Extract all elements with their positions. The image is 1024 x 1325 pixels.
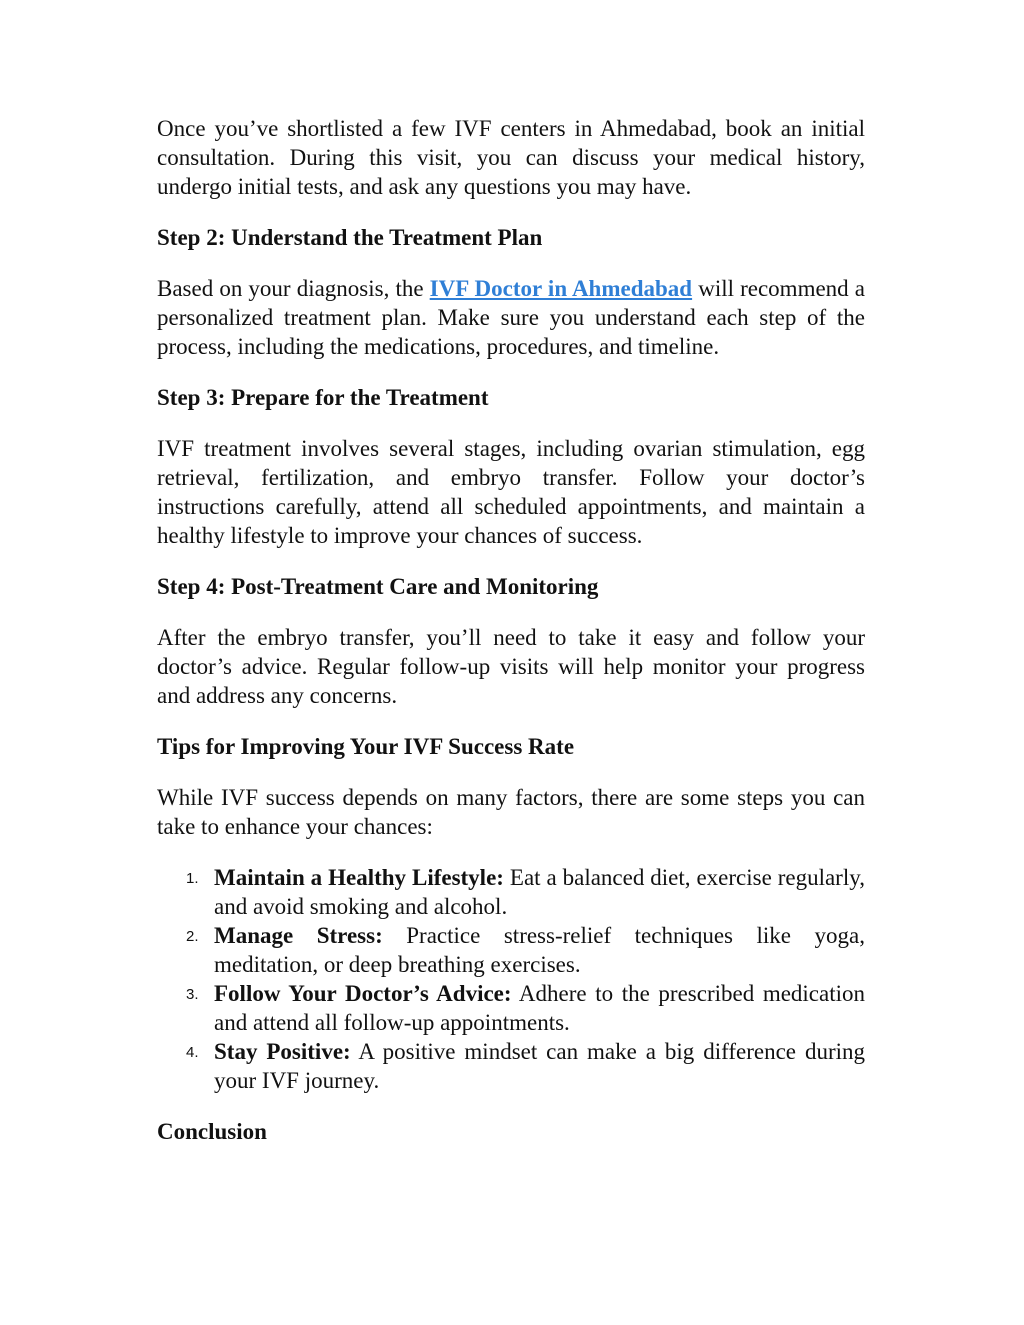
list-item-title: Manage Stress: — [214, 923, 383, 948]
ivf-doctor-ahmedabad-link[interactable]: IVF Doctor in Ahmedabad — [429, 276, 693, 301]
list-item-number: 1. — [186, 870, 199, 887]
tips-intro-paragraph: While IVF success depends on many factors, there are some steps you can take to enhance your chances: — [157, 785, 865, 839]
step4-heading: Step 4: Post-Treatment Care and Monitoring — [157, 574, 599, 599]
list-item — [157, 1037, 865, 1095]
intro-paragraph: Once you’ve shortlisted a few IVF centers in Ahmedabad, book an initial consultation. During this visit, you can discuss your medical history, undergo initial tests, and ask any questions you may have. — [157, 116, 865, 199]
list-item-text: Eat a balanced diet, exercise regularly, and avoid smoking and alcohol. — [214, 865, 865, 919]
list-item-number: 3. — [186, 986, 199, 1003]
list-item-title: Maintain a Healthy Lifestyle: — [214, 865, 504, 890]
list-item-number: 4. — [186, 1044, 199, 1061]
step2-text-after-link: will recommend a personalized treatment plan. Make sure you understand each step of the process, including the medications, procedures, and timeline. — [157, 276, 865, 359]
list-item-title: Follow Your Doctor’s Advice: — [214, 981, 512, 1006]
step3-heading: Step 3: Prepare for the Treatment — [157, 385, 489, 410]
conclusion-heading: Conclusion — [157, 1119, 267, 1144]
tips-list — [157, 863, 865, 1095]
list-item — [157, 863, 865, 921]
list-item-number: 2. — [186, 928, 199, 945]
list-item-text: Adhere to the prescribed medication and attend all follow-up appointments. — [214, 981, 865, 1035]
document-page — [157, 114, 865, 1168]
step2-text-before-link: Based on your diagnosis, the — [157, 276, 430, 301]
list-item — [157, 979, 865, 1037]
list-item-text: Practice stress-relief techniques like yoga, meditation, or deep breathing exercises. — [214, 923, 865, 977]
step4-paragraph: After the embryo transfer, you’ll need to take it easy and follow your doctor’s advice. Regular follow-up visits will help monitor your progress and address any concerns. — [157, 625, 865, 708]
list-item-text: A positive mindset can make a big difference during your IVF journey. — [214, 1039, 866, 1093]
step3-paragraph: IVF treatment involves several stages, including ovarian stimulation, egg retrieval, fertilization, and embryo transfer. Follow your doctor’s instructions carefully, attend all scheduled appointments, and maintain a healthy lifestyle to improve your chances of success. — [157, 436, 865, 548]
list-item — [157, 921, 865, 979]
step2-heading: Step 2: Understand the Treatment Plan — [157, 225, 543, 250]
tips-heading: Tips for Improving Your IVF Success Rate — [157, 734, 575, 759]
list-item-title: Stay Positive: — [214, 1039, 351, 1064]
step2-paragraph — [157, 274, 865, 361]
